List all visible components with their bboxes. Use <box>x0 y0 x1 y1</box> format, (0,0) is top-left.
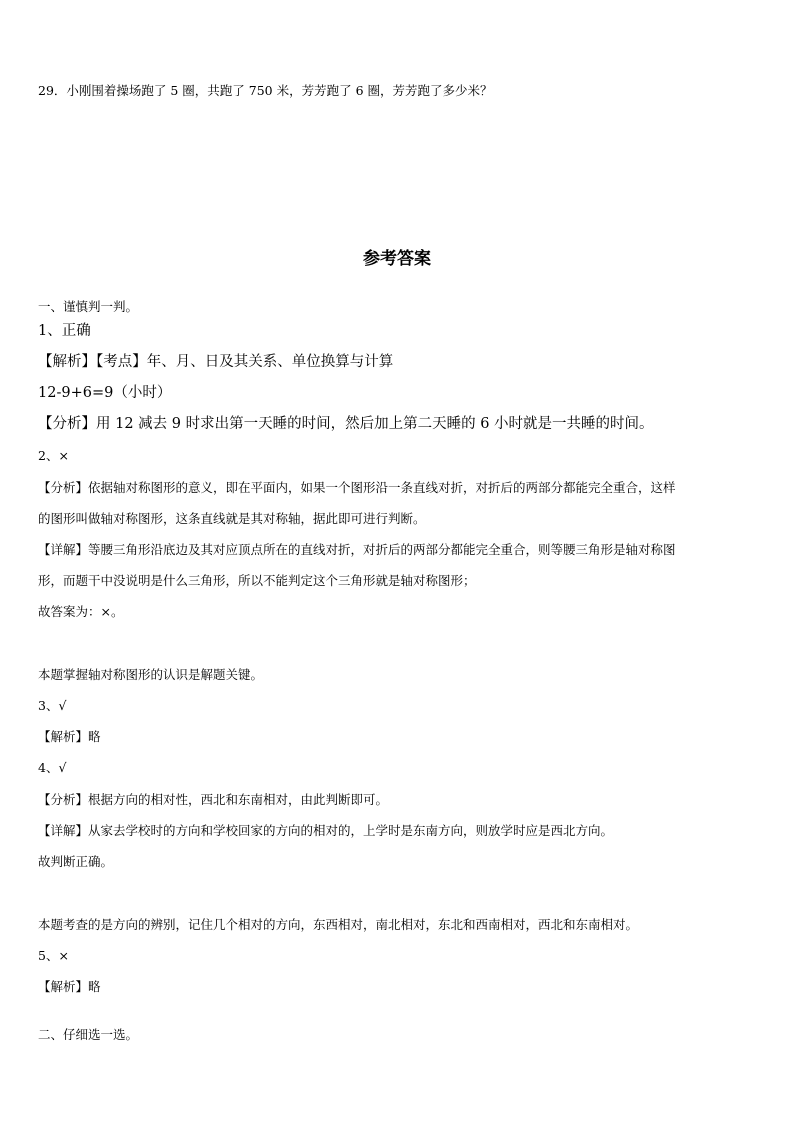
answer-2-analysis-line2: 的图形叫做轴对称图形，这条直线就是其对称轴，据此即可进行判断。 <box>38 511 426 526</box>
section-heading-1: 一、谨慎判一判。 <box>38 299 139 314</box>
answer-2-note: 本题掌握轴对称图形的认识是解题关键。 <box>38 667 264 682</box>
section-heading-2: 二、仔细选一选。 <box>38 1027 139 1042</box>
answer-4-note: 本题考查的是方向的辨别，记住几个相对的方向，东西相对，南北相对，东北和西南相对，西北和东南相对。 <box>38 917 639 932</box>
answer-5-head: 5、× <box>38 948 69 963</box>
answer-2-detail-line1: 【详解】等腰三角形沿底边及其对应顶点所在的直线对折，对折后的两部分都能完全重合，则等腰三角形是轴对称图 <box>38 542 676 557</box>
page-title: 参考答案 <box>363 249 431 269</box>
answer-4-conclusion: 故判断正确。 <box>38 854 114 869</box>
answer-2-answer: 故答案为：×。 <box>38 604 124 619</box>
answer-2-detail-line2: 形，而题干中没说明是什么三角形，所以不能判定这个三角形就是轴对称图形； <box>38 573 476 588</box>
answer-4-analysis: 【分析】根据方向的相对性，西北和东南相对，由此判断即可。 <box>38 792 389 807</box>
answer-5-analysis: 【解析】略 <box>38 979 101 994</box>
answer-4-head: 4、√ <box>38 760 67 775</box>
question-29: 29．小刚围着操场跑了 5 圈，共跑了 750 米，芳芳跑了 6 圈，芳芳跑了多少米？ <box>38 83 493 98</box>
answer-1-analysis: 【解析】【考点】年、月、日及其关系、单位换算与计算 <box>38 354 394 370</box>
answer-1-calc: 12-9+6=9（小时） <box>38 385 172 401</box>
answer-2-analysis-line1: 【分析】依据轴对称图形的意义，即在平面内，如果一个图形沿一条直线对折，对折后的两部分都能完全重合，这样 <box>38 480 676 495</box>
answer-1-head: 1、正确 <box>38 323 91 339</box>
answer-2-head: 2、× <box>38 448 69 463</box>
answer-1-explain: 【分析】用 12 减去 9 时求出第一天睡的时间，然后加上第二天睡的 6 小时就是一共睡的时间。 <box>38 416 654 432</box>
answer-3-analysis: 【解析】略 <box>38 729 101 744</box>
answer-4-detail: 【详解】从家去学校时的方向和学校回家的方向的相对的，上学时是东南方向，则放学时应是西北方向。 <box>38 823 614 838</box>
answer-3-head: 3、√ <box>38 698 67 713</box>
